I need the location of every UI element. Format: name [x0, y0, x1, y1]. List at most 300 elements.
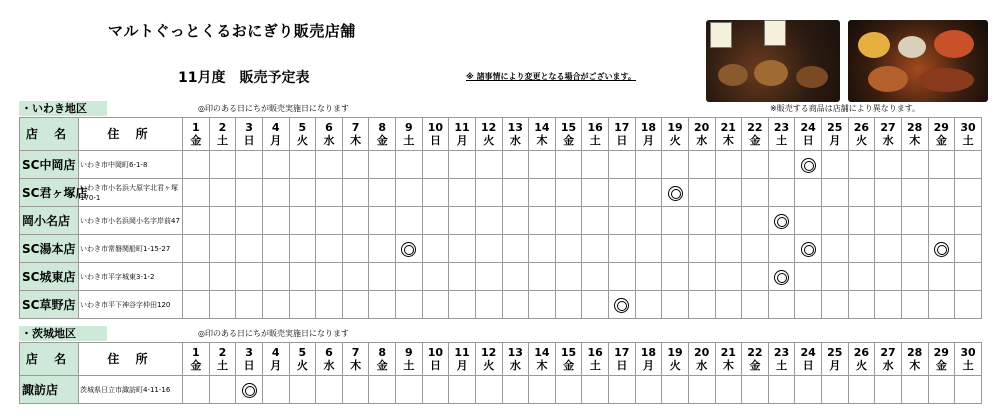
day-cell: [422, 151, 449, 179]
day-cell: [422, 263, 449, 291]
day-cell: [502, 151, 529, 179]
day-cell: [582, 207, 609, 235]
day-cell: [662, 179, 689, 207]
day-header: [289, 343, 316, 376]
day-header: [609, 118, 636, 151]
day-cell: [529, 235, 556, 263]
day-cell: [342, 207, 369, 235]
day-cell: [449, 235, 476, 263]
food-item: [898, 36, 926, 58]
weekday: 金: [935, 134, 947, 147]
store-address: 茨城県日立市諏訪町4-11-16: [79, 376, 183, 404]
day-cell: [848, 207, 875, 235]
day-cell: [822, 179, 849, 207]
store-address: いわき市常磐関船町1-15-27: [79, 235, 183, 263]
column-header-address: 住 所: [79, 118, 183, 151]
day-cell: [422, 207, 449, 235]
day-cell: [502, 179, 529, 207]
page-title: マルトぐっとくるおにぎり販売店舗: [108, 22, 356, 40]
day-cell: [688, 376, 715, 404]
day-cell: [901, 235, 928, 263]
column-header-store: 店 名: [20, 118, 79, 151]
day-cell: [848, 151, 875, 179]
day-cell: [928, 376, 955, 404]
day-cell: [928, 291, 955, 319]
weekday: 水: [509, 359, 521, 372]
day-number: 24: [800, 346, 816, 359]
day-header: [209, 343, 236, 376]
product-photo-onigiri: [706, 20, 840, 102]
day-cell: [236, 376, 263, 404]
food-item: [796, 66, 828, 88]
day-header: [688, 343, 715, 376]
day-cell: [342, 151, 369, 179]
day-number: 14: [534, 346, 550, 359]
day-cell: [183, 207, 210, 235]
day-cell: [582, 179, 609, 207]
day-cell: [635, 151, 662, 179]
day-cell: [289, 179, 316, 207]
day-cell: [901, 291, 928, 319]
weekday: 土: [589, 359, 601, 372]
day-cell: [183, 291, 210, 319]
day-cell: [289, 151, 316, 179]
day-header: [183, 343, 210, 376]
day-header: [822, 343, 849, 376]
region-note: ◎印のある日にちが販売実施日になります: [198, 329, 349, 338]
day-cell: [582, 151, 609, 179]
day-cell: [262, 376, 289, 404]
day-header: [768, 118, 795, 151]
weekday: 日: [429, 359, 441, 372]
day-cell: [396, 291, 423, 319]
day-cell: [688, 207, 715, 235]
day-header: [236, 118, 263, 151]
day-cell: [475, 376, 502, 404]
day-number: 17: [614, 346, 630, 359]
day-cell: [822, 291, 849, 319]
day-number: 2: [218, 121, 227, 134]
day-cell: [209, 151, 236, 179]
day-number: 3: [245, 121, 253, 134]
day-header: [342, 118, 369, 151]
day-cell: [369, 207, 396, 235]
store-name: SC君ヶ塚店: [20, 179, 79, 207]
day-cell: [289, 207, 316, 235]
day-header: [742, 343, 769, 376]
day-cell: [209, 235, 236, 263]
day-number: 24: [800, 121, 816, 134]
weekday: 日: [616, 359, 628, 372]
day-cell: [928, 235, 955, 263]
day-header: [449, 118, 476, 151]
region-label: ・いわき地区: [19, 101, 107, 116]
day-header: [795, 343, 822, 376]
weekday: 日: [802, 134, 814, 147]
day-number: 27: [880, 346, 896, 359]
day-number: 9: [404, 346, 413, 359]
day-number: 23: [773, 121, 790, 134]
day-number: 8: [378, 346, 387, 359]
store-address: いわき市小名浜岡小名字岸前47: [79, 207, 183, 235]
day-header: [422, 118, 449, 151]
day-cell: [369, 151, 396, 179]
day-cell: [529, 207, 556, 235]
photo-note: ※販売する商品は店舗により異なります。: [770, 104, 921, 113]
day-cell: [502, 376, 529, 404]
weekday: 木: [722, 134, 734, 147]
store-row: [20, 291, 982, 319]
day-number: 25: [827, 346, 843, 359]
day-cell: [262, 291, 289, 319]
day-header: [555, 343, 582, 376]
day-cell: [236, 179, 263, 207]
day-cell: [209, 376, 236, 404]
day-header: [316, 118, 343, 151]
day-header: [662, 118, 689, 151]
day-cell: [795, 235, 822, 263]
day-cell: [582, 263, 609, 291]
day-cell: [875, 263, 902, 291]
day-cell: [582, 376, 609, 404]
day-cell: [609, 263, 636, 291]
day-cell: [635, 291, 662, 319]
day-cell: [369, 179, 396, 207]
day-header: [396, 343, 423, 376]
day-cell: [342, 179, 369, 207]
day-cell: [236, 207, 263, 235]
day-number: 18: [640, 346, 657, 359]
day-cell: [635, 207, 662, 235]
day-cell: [901, 207, 928, 235]
day-cell: [475, 291, 502, 319]
day-cell: [955, 207, 982, 235]
product-flag-icon: [710, 22, 732, 48]
day-header: [262, 118, 289, 151]
day-header: [875, 118, 902, 151]
day-header: [475, 343, 502, 376]
double-circle-icon: [774, 214, 789, 229]
day-cell: [715, 235, 742, 263]
day-cell: [795, 376, 822, 404]
food-item: [918, 68, 974, 92]
day-cell: [289, 235, 316, 263]
day-header: [529, 343, 556, 376]
weekday: 木: [536, 359, 548, 372]
column-header-address: 住 所: [79, 343, 183, 376]
weekday: 日: [243, 359, 255, 372]
day-header: [635, 118, 662, 151]
day-cell: [369, 263, 396, 291]
weekday: 金: [563, 134, 575, 147]
day-cell: [768, 376, 795, 404]
weekday: 月: [270, 134, 282, 147]
day-number: 1: [191, 121, 200, 134]
weekday: 火: [483, 134, 495, 147]
day-cell: [555, 376, 582, 404]
day-cell: [289, 291, 316, 319]
day-cell: [742, 376, 769, 404]
schedule-table-ibaraki: [19, 342, 982, 404]
store-row: [20, 179, 982, 207]
day-header: [901, 343, 928, 376]
day-cell: [662, 151, 689, 179]
day-cell: [955, 376, 982, 404]
day-cell: [768, 291, 795, 319]
weekday: 水: [882, 134, 894, 147]
day-cell: [822, 263, 849, 291]
day-number: 16: [587, 121, 603, 134]
day-number: 2: [218, 346, 227, 359]
day-cell: [901, 151, 928, 179]
store-name: SC城東店: [20, 263, 79, 291]
weekday: 月: [642, 359, 654, 372]
weekday: 日: [243, 134, 255, 147]
weekday: 土: [403, 134, 415, 147]
day-header: [582, 343, 609, 376]
day-number: 28: [907, 346, 923, 359]
day-cell: [316, 207, 343, 235]
day-header: [236, 343, 263, 376]
store-address: いわき市平下神谷字仲田120: [79, 291, 183, 319]
day-cell: [316, 235, 343, 263]
weekday: 土: [776, 359, 788, 372]
day-cell: [768, 151, 795, 179]
column-header-store: 店 名: [20, 343, 79, 376]
day-cell: [875, 376, 902, 404]
day-number: 29: [933, 346, 949, 359]
day-number: 13: [507, 121, 523, 134]
day-cell: [848, 235, 875, 263]
day-number: 14: [534, 121, 550, 134]
day-cell: [316, 151, 343, 179]
day-cell: [795, 291, 822, 319]
store-row: [20, 263, 982, 291]
day-cell: [555, 291, 582, 319]
day-number: 21: [720, 346, 736, 359]
day-number: 23: [773, 346, 790, 359]
day-cell: [422, 179, 449, 207]
day-number: 20: [694, 121, 710, 134]
day-number: 1: [191, 346, 200, 359]
day-cell: [795, 207, 822, 235]
day-header: [635, 343, 662, 376]
day-header: [502, 343, 529, 376]
day-cell: [822, 151, 849, 179]
day-cell: [555, 235, 582, 263]
day-header: [955, 343, 982, 376]
store-name: 岡小名店: [20, 207, 79, 235]
day-header: [475, 118, 502, 151]
day-cell: [342, 235, 369, 263]
day-cell: [955, 179, 982, 207]
day-header: [209, 118, 236, 151]
store-address: いわき市小名浜大原字北君ヶ塚170-1: [79, 179, 183, 207]
food-item: [868, 66, 908, 92]
day-header: [928, 343, 955, 376]
day-header: [369, 118, 396, 151]
day-number: 8: [378, 121, 387, 134]
day-cell: [662, 207, 689, 235]
day-cell: [475, 263, 502, 291]
day-cell: [901, 263, 928, 291]
store-name: SC湯本店: [20, 235, 79, 263]
day-number: 13: [507, 346, 523, 359]
day-cell: [635, 179, 662, 207]
day-cell: [529, 376, 556, 404]
day-cell: [955, 291, 982, 319]
day-cell: [289, 263, 316, 291]
weekday: 水: [696, 359, 708, 372]
day-cell: [688, 235, 715, 263]
weekday: 月: [456, 359, 468, 372]
day-cell: [502, 235, 529, 263]
day-header: [582, 118, 609, 151]
day-cell: [609, 291, 636, 319]
day-cell: [715, 179, 742, 207]
day-number: 29: [933, 121, 949, 134]
day-header: [449, 343, 476, 376]
store-row: [20, 235, 982, 263]
day-cell: [955, 151, 982, 179]
day-number: 3: [245, 346, 253, 359]
day-cell: [396, 179, 423, 207]
day-cell: [635, 376, 662, 404]
weekday: 日: [429, 134, 441, 147]
day-number: 6: [325, 121, 333, 134]
day-cell: [795, 179, 822, 207]
day-number: 22: [747, 121, 763, 134]
day-cell: [502, 207, 529, 235]
region-note: ◎印のある日にちが販売実施日になります: [198, 104, 349, 113]
day-cell: [715, 263, 742, 291]
weekday: 水: [323, 134, 335, 147]
day-cell: [715, 376, 742, 404]
day-cell: [928, 151, 955, 179]
weekday: 木: [722, 359, 734, 372]
day-cell: [316, 376, 343, 404]
day-cell: [715, 291, 742, 319]
day-cell: [396, 207, 423, 235]
day-number: 5: [298, 121, 307, 134]
day-cell: [236, 291, 263, 319]
day-header: [262, 343, 289, 376]
day-number: 30: [960, 346, 976, 359]
day-cell: [449, 151, 476, 179]
weekday: 月: [829, 134, 841, 147]
weekday: 水: [696, 134, 708, 147]
day-cell: [875, 179, 902, 207]
store-row: [20, 151, 982, 179]
day-number: 9: [404, 121, 413, 134]
day-number: 7: [351, 346, 360, 359]
weekday: 金: [563, 359, 575, 372]
food-item: [718, 64, 748, 86]
day-cell: [209, 179, 236, 207]
day-cell: [209, 291, 236, 319]
day-header: [289, 118, 316, 151]
day-cell: [342, 263, 369, 291]
weekday: 月: [456, 134, 468, 147]
day-cell: [475, 179, 502, 207]
day-header: [502, 118, 529, 151]
day-header: [183, 118, 210, 151]
store-row: [20, 376, 982, 404]
day-cell: [742, 263, 769, 291]
day-number: 17: [614, 121, 630, 134]
day-header: [795, 118, 822, 151]
day-cell: [369, 376, 396, 404]
day-number: 10: [427, 346, 444, 359]
day-number: 20: [694, 346, 710, 359]
day-header: [848, 118, 875, 151]
day-cell: [396, 151, 423, 179]
day-header: [342, 343, 369, 376]
day-cell: [768, 235, 795, 263]
weekday: 土: [776, 134, 788, 147]
day-cell: [768, 179, 795, 207]
food-item: [754, 60, 788, 86]
weekday: 日: [616, 134, 628, 147]
day-number: 19: [667, 346, 683, 359]
day-cell: [449, 376, 476, 404]
store-row: [20, 207, 982, 235]
day-cell: [742, 151, 769, 179]
weekday: 土: [216, 359, 228, 372]
day-cell: [635, 235, 662, 263]
day-cell: [582, 235, 609, 263]
day-cell: [609, 376, 636, 404]
store-name: SC草野店: [20, 291, 79, 319]
day-cell: [475, 207, 502, 235]
day-cell: [715, 151, 742, 179]
day-header: [928, 118, 955, 151]
double-circle-icon: [774, 270, 789, 285]
day-cell: [688, 151, 715, 179]
day-cell: [848, 263, 875, 291]
store-name: SC中岡店: [20, 151, 79, 179]
weekday: 木: [909, 359, 921, 372]
weekday: 土: [403, 359, 415, 372]
day-header: [529, 118, 556, 151]
product-flag-icon: [764, 20, 786, 46]
day-number: 22: [747, 346, 763, 359]
day-cell: [662, 376, 689, 404]
day-cell: [688, 179, 715, 207]
day-cell: [262, 151, 289, 179]
day-number: 11: [454, 121, 470, 134]
day-cell: [475, 151, 502, 179]
store-address: いわき市平字城東3-1-2: [79, 263, 183, 291]
day-cell: [715, 207, 742, 235]
day-number: 6: [325, 346, 333, 359]
day-cell: [742, 291, 769, 319]
weekday: 月: [270, 359, 282, 372]
weekday: 金: [749, 359, 761, 372]
day-cell: [822, 207, 849, 235]
day-number: 28: [907, 121, 923, 134]
day-number: 25: [827, 121, 843, 134]
day-cell: [369, 291, 396, 319]
day-number: 4: [271, 346, 280, 359]
day-cell: [875, 207, 902, 235]
day-cell: [289, 376, 316, 404]
day-cell: [183, 151, 210, 179]
day-cell: [396, 235, 423, 263]
day-cell: [236, 151, 263, 179]
day-header: [609, 343, 636, 376]
day-cell: [688, 263, 715, 291]
